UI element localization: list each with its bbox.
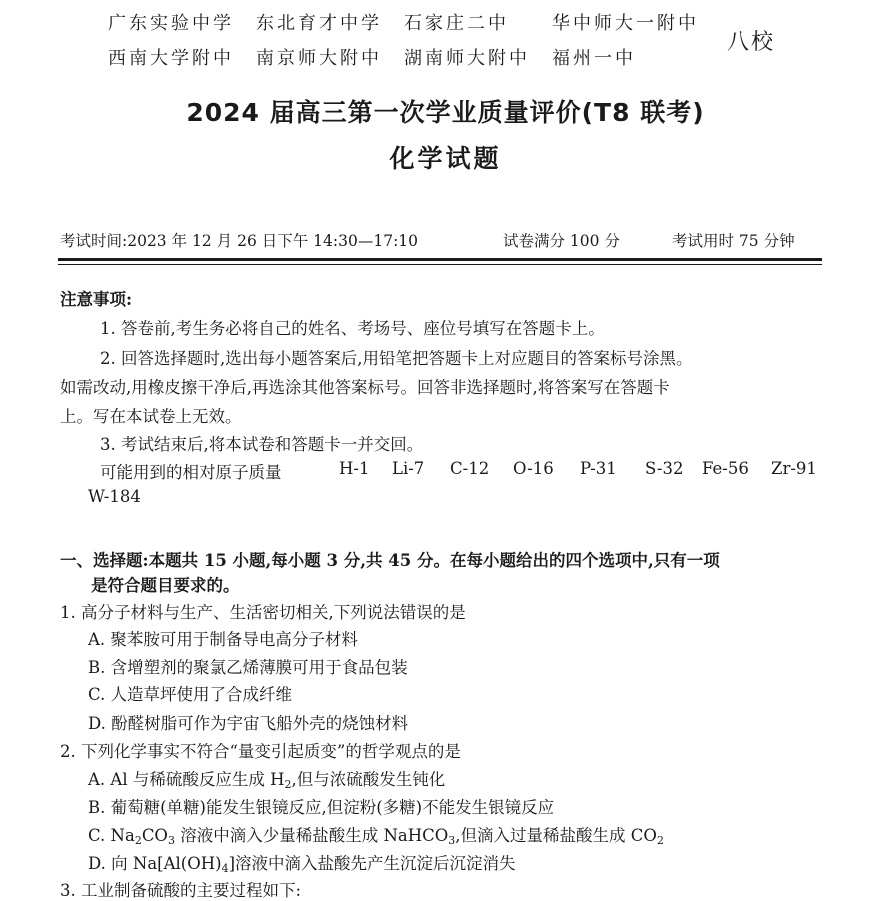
note-item: 2. 回答选择题时,选出每小题答案后,用铅笔把答题卡上对应题目的答案标号涂黑。 (100, 349, 693, 368)
question-option: D. 酚醛树脂可作为宇宙飞船外壳的烧蚀材料 (88, 714, 409, 733)
question-stem: 2. 下列化学事实不符合“量变引起质变”的哲学观点的是 (60, 742, 461, 761)
question-option: B. 含增塑剂的聚氯乙烯薄膜可用于食品包装 (88, 658, 408, 677)
atomic-mass-label: 可能用到的相对原子质量 (100, 463, 282, 482)
exam-subtitle: 化学试题 (389, 144, 502, 173)
section-heading: 一、选择题:本题共 15 小题,每小题 3 分,共 45 分。在每小题给出的四个选项中,只有一项 (60, 551, 720, 570)
atomic-mass: Fe-56 (702, 459, 749, 478)
note-item: 如需改动,用橡皮擦干净后,再选涂其他答案标号。回答非选择题时,将答案写在答题卡 (60, 378, 670, 397)
atomic-mass: Zr-91 (771, 459, 817, 478)
exam-title: 2024 届高三第一次学业质量评价(T8 联考) (186, 98, 705, 127)
exam-duration: 考试用时 75 分钟 (672, 232, 795, 250)
question-option: A. Al 与稀硫酸反应生成 $H_2$,但与浓硫酸发生钝化 (88, 770, 446, 791)
atomic-mass: O-16 (513, 459, 554, 478)
atomic-mass: S-32 (645, 459, 684, 478)
question-option: A. 聚苯胺可用于制备导电高分子材料 (88, 630, 358, 649)
question-option: B. 葡萄糖(单糖)能发生银镜反应,但淀粉(多糖)不能发生银镜反应 (88, 798, 555, 817)
note-item: 3. 考试结束后,将本试卷和答题卡一并交回。 (100, 435, 424, 454)
note-item: 上。写在本试卷上无效。 (60, 407, 242, 426)
section-heading: 是符合题目要求的。 (91, 576, 240, 595)
atomic-mass: W-184 (88, 487, 141, 506)
school-name: 湖南师大附中 (404, 48, 530, 69)
atomic-mass: C-12 (450, 459, 490, 478)
divider-thin (58, 264, 822, 265)
school-name: 西南大学附中 (108, 48, 234, 69)
atomic-mass: P-31 (580, 459, 617, 478)
question-stem: 1. 高分子材料与生产、生活密切相关,下列说法错误的是 (60, 603, 466, 622)
note-item: 1. 答卷前,考生务必将自己的姓名、考场号、座位号填写在答题卡上。 (100, 319, 605, 338)
question-option: C. $Na_2CO_3$ 溶液中滴入少量稀盐酸生成 NaHCO$_3$,但滴入过量稀盐酸生成 $CO_2$ (88, 826, 664, 847)
exam-time: 考试时间:2023 年 12 月 26 日下午 14:30—17:10 (60, 232, 419, 250)
question-option: D. 向 $Na[Al(OH)_4]$溶液中滴入盐酸先产生沉淀后沉淀消失 (88, 854, 516, 875)
school-name: 东北育才中学 (256, 13, 382, 34)
atomic-mass: H-1 (339, 459, 370, 478)
school-name: 福州一中 (552, 48, 636, 69)
divider-thick (58, 258, 822, 261)
school-name: 石家庄二中 (404, 13, 509, 34)
school-name: 华中师大一附中 (552, 13, 699, 34)
full-score: 试卷满分 100 分 (503, 232, 620, 250)
atomic-mass: Li-7 (392, 459, 425, 478)
school-name: 广东实验中学 (108, 13, 234, 34)
school-name: 南京师大附中 (256, 48, 382, 69)
eight-schools-badge: 八校 (727, 30, 776, 55)
question-stem: 3. 工业制备硫酸的主要过程如下: (60, 881, 302, 900)
notes-heading: 注意事项: (60, 290, 133, 309)
question-option: C. 人造草坪使用了合成纤维 (88, 685, 293, 704)
